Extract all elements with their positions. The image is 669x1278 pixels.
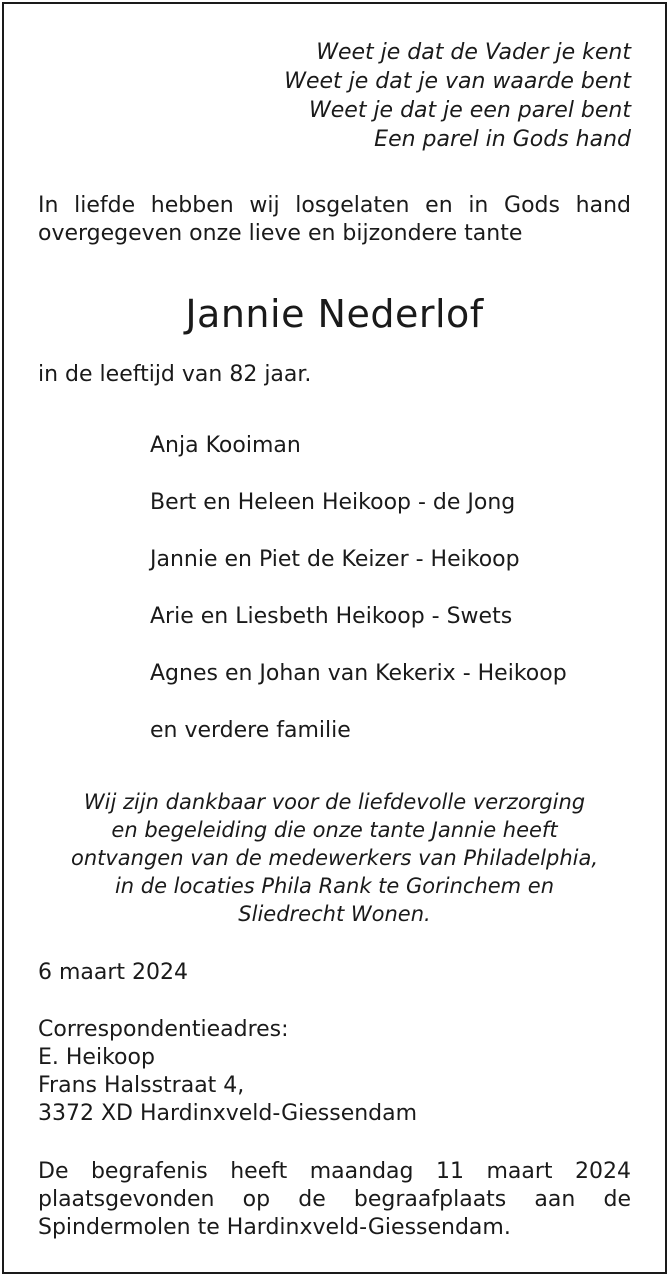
family-member: Arie en Liesbeth Heikoop - Swets [150,604,513,629]
poem-line: Weet je dat je een parel bent [309,98,631,123]
thanks-line: ontvangen van de medewerkers van Philadelphia, [70,846,599,870]
family-member: Agnes en Johan van Kekerix - Heikoop [150,661,567,686]
thanks-line: in de locaties Phila Rank te Gorinchem en [114,874,555,898]
funeral-line: Spindermolen te Hardinxveld-Giessendam. [38,1215,511,1240]
poem-line: Weet je dat je van waarde bent [284,69,631,94]
obituary-notice [2,2,667,1274]
family-member: en verdere familie [150,718,351,743]
intro-line: In liefde hebben wij losgelaten en in Gods hand [38,193,631,218]
thanks-line: Sliedrecht Wonen. [238,902,431,926]
intro-line: overgegeven onze lieve en bijzondere tante [38,221,523,246]
notice-content [38,38,631,1242]
poem-line: Weet je dat de Vader je kent [316,40,631,65]
funeral-line: De begrafenis heeft maandag 11 maart 2024 [38,1159,631,1184]
deceased-name: Jannie Nederlof [185,292,484,336]
poem [38,38,631,154]
address-street: Frans Halsstraat 4, [38,1073,245,1098]
poem-line: Een parel in Gods hand [374,127,631,152]
family-list [38,432,631,745]
family-member: Bert en Heleen Heikoop - de Jong [150,490,516,515]
thanks-text [38,788,631,928]
intro-text [38,192,631,248]
address-name: E. Heikoop [38,1045,155,1070]
address-city: 3372 XD Hardinxveld-Giessendam [38,1101,418,1126]
address-heading: Correspondentieadres: [38,1017,289,1042]
funeral-line: plaatsgevonden op de begraafplaats aan de [38,1187,631,1212]
correspondence-address [38,1016,631,1128]
family-member: Anja Kooiman [150,433,301,458]
funeral-text [38,1158,631,1242]
thanks-line: Wij zijn dankbaar voor de liefdevolle verzorging [83,790,586,814]
family-member: Jannie en Piet de Keizer - Heikoop [150,547,520,572]
thanks-line: en begeleiding die onze tante Jannie heeft [111,818,558,842]
age-text: in de leeftijd van 82 jaar. [38,362,312,387]
notice-date: 6 maart 2024 [38,960,189,985]
